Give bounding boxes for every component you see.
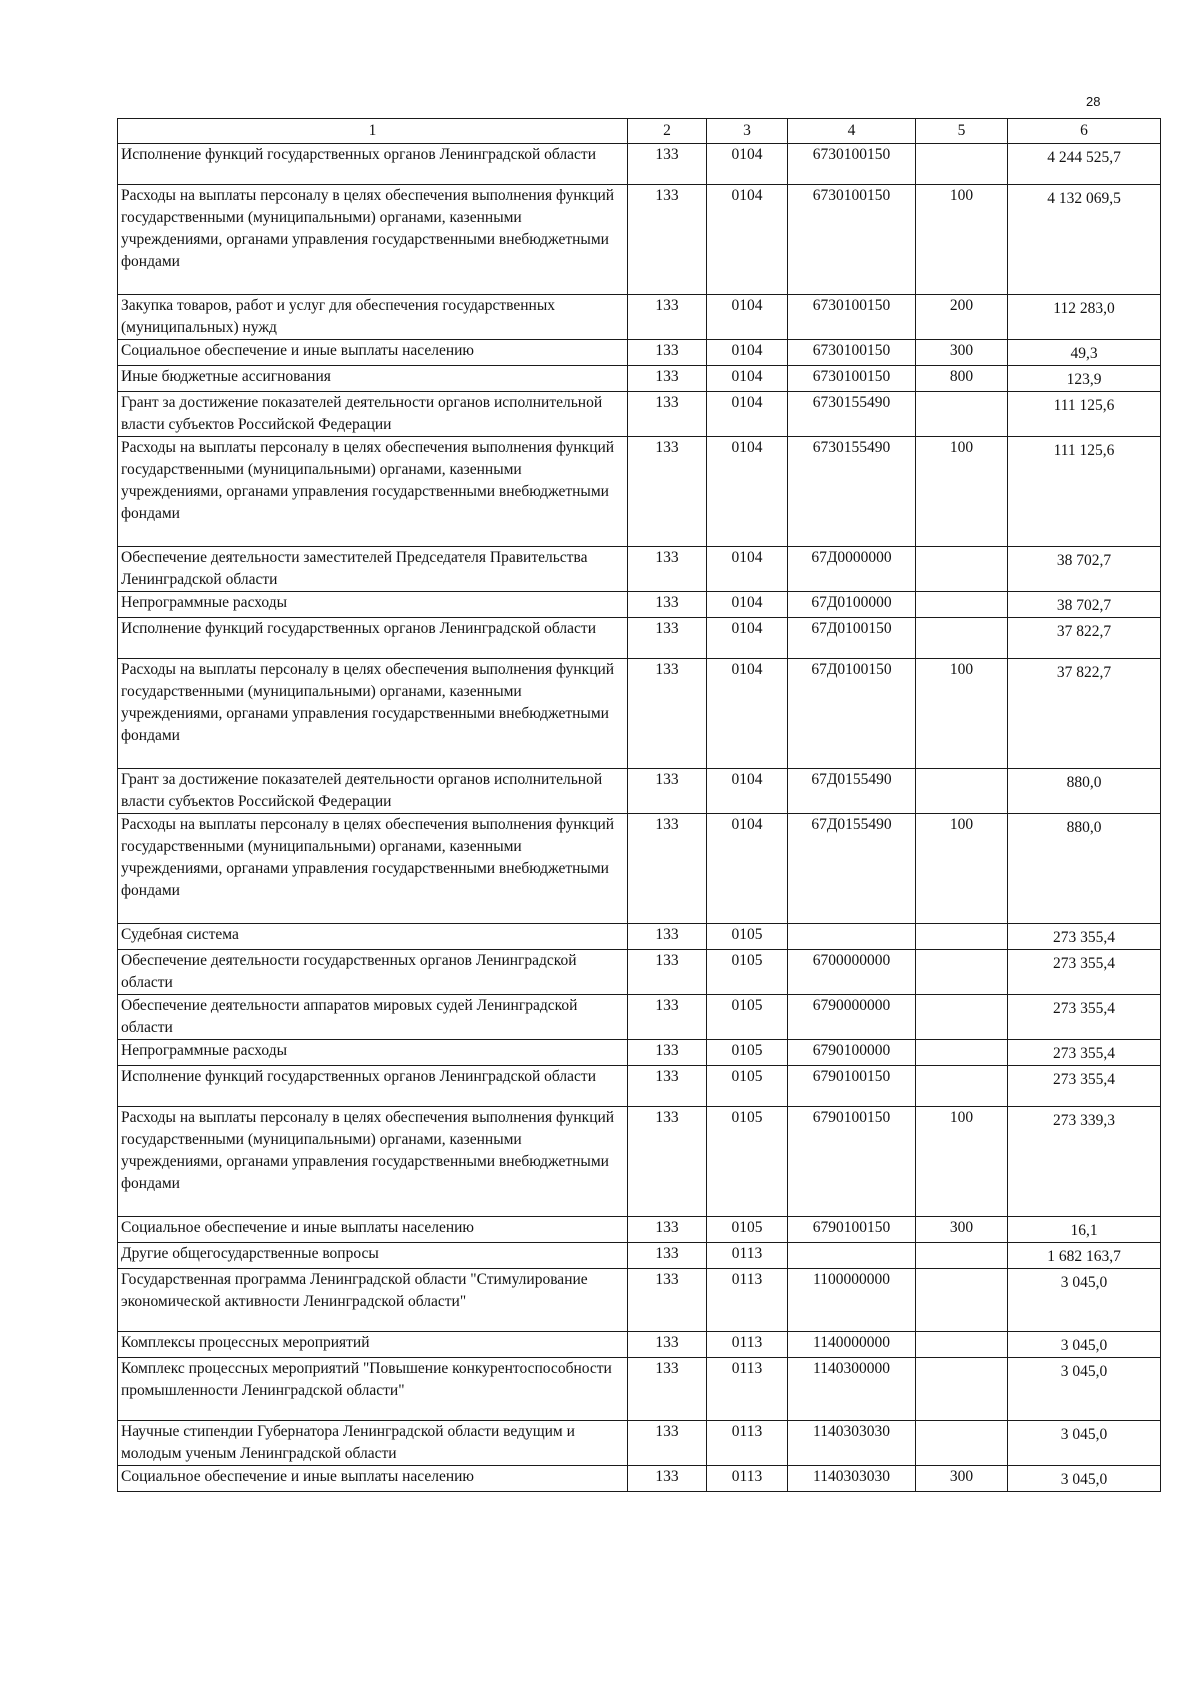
cell-col-4: 67Д0000000: [788, 547, 916, 592]
cell-amount: 37 822,7: [1008, 618, 1161, 659]
table-row: [118, 295, 1161, 340]
cell-amount: 880,0: [1008, 814, 1161, 924]
table-row: [118, 814, 1161, 924]
table-row: [118, 547, 1161, 592]
page-number: 28: [1086, 94, 1101, 109]
cell-col-2: 133: [628, 1421, 707, 1466]
row-description: Исполнение функций государственных органов Ленинградской области: [118, 1066, 628, 1107]
cell-amount: 3 045,0: [1008, 1421, 1161, 1466]
cell-amount: 273 339,3: [1008, 1107, 1161, 1217]
cell-col-4: 67Д0100150: [788, 659, 916, 769]
cell-col-3: 0105: [707, 1040, 788, 1066]
cell-col-5: [916, 1358, 1008, 1421]
cell-col-4: 6790100150: [788, 1107, 916, 1217]
cell-col-5: 100: [916, 437, 1008, 547]
cell-col-3: 0113: [707, 1421, 788, 1466]
cell-amount: 273 355,4: [1008, 950, 1161, 995]
cell-col-4: 67Д0100000: [788, 592, 916, 618]
cell-col-3: 0105: [707, 1066, 788, 1107]
cell-col-2: 133: [628, 659, 707, 769]
cell-col-5: [916, 950, 1008, 995]
row-description: Закупка товаров, работ и услуг для обеспечения государственных (муниципальных) нужд: [118, 295, 628, 340]
column-header: 6: [1008, 119, 1161, 144]
table-row: [118, 1243, 1161, 1269]
table-row: [118, 340, 1161, 366]
cell-amount: 273 355,4: [1008, 995, 1161, 1040]
cell-col-5: [916, 995, 1008, 1040]
table-row: [118, 1269, 1161, 1332]
cell-col-4: [788, 1243, 916, 1269]
cell-col-4: 6790100150: [788, 1066, 916, 1107]
table-row: [118, 950, 1161, 995]
row-description: Грант за достижение показателей деятельности органов исполнительной власти субъектов Российской Федерации: [118, 769, 628, 814]
cell-amount: 4 132 069,5: [1008, 185, 1161, 295]
cell-col-2: 133: [628, 1243, 707, 1269]
cell-col-2: 133: [628, 1466, 707, 1492]
cell-col-2: 133: [628, 618, 707, 659]
cell-col-3: 0104: [707, 185, 788, 295]
row-description: Социальное обеспечение и иные выплаты населению: [118, 340, 628, 366]
cell-col-4: 6790000000: [788, 995, 916, 1040]
cell-amount: 123,9: [1008, 366, 1161, 392]
table-header-row: [118, 119, 1161, 144]
cell-col-5: 300: [916, 1466, 1008, 1492]
cell-amount: 38 702,7: [1008, 592, 1161, 618]
cell-col-4: 1140300000: [788, 1358, 916, 1421]
cell-col-5: [916, 769, 1008, 814]
cell-col-3: 0104: [707, 392, 788, 437]
row-description: Грант за достижение показателей деятельности органов исполнительной власти субъектов Российской Федерации: [118, 392, 628, 437]
column-header: 4: [788, 119, 916, 144]
cell-col-3: 0104: [707, 144, 788, 185]
cell-col-2: 133: [628, 814, 707, 924]
cell-col-4: 6730155490: [788, 437, 916, 547]
cell-amount: 880,0: [1008, 769, 1161, 814]
cell-col-2: 133: [628, 1217, 707, 1243]
cell-col-2: 133: [628, 950, 707, 995]
cell-col-4: 6700000000: [788, 950, 916, 995]
cell-col-3: 0104: [707, 547, 788, 592]
table-row: [118, 592, 1161, 618]
row-description: Комплексы процессных мероприятий: [118, 1332, 628, 1358]
row-description: Обеспечение деятельности заместителей Председателя Правительства Ленинградской области: [118, 547, 628, 592]
row-description: Государственная программа Ленинградской области "Стимулирование экономической активности Ленинградской области": [118, 1269, 628, 1332]
table-row: [118, 618, 1161, 659]
cell-col-2: 133: [628, 1358, 707, 1421]
cell-col-5: [916, 924, 1008, 950]
row-description: Другие общегосударственные вопросы: [118, 1243, 628, 1269]
cell-amount: 3 045,0: [1008, 1332, 1161, 1358]
cell-col-4: 1140000000: [788, 1332, 916, 1358]
cell-col-5: [916, 1421, 1008, 1466]
cell-col-4: 6730100150: [788, 295, 916, 340]
cell-col-5: 200: [916, 295, 1008, 340]
row-description: Научные стипендии Губернатора Ленинградской области ведущим и молодым ученым Ленинградской области: [118, 1421, 628, 1466]
table-row: [118, 1421, 1161, 1466]
cell-col-4: 6790100150: [788, 1217, 916, 1243]
row-description: Расходы на выплаты персоналу в целях обеспечения выполнения функций государственными (муниципальными) органами, казенными учреждениями, органами управления государственными внебюджетными фондами: [118, 1107, 628, 1217]
row-description: Расходы на выплаты персоналу в целях обеспечения выполнения функций государственными (муниципальными) органами, казенными учреждениями, органами управления государственными внебюджетными фондами: [118, 185, 628, 295]
cell-col-4: 6730100150: [788, 340, 916, 366]
cell-amount: 38 702,7: [1008, 547, 1161, 592]
cell-col-5: [916, 1243, 1008, 1269]
table-row: [118, 1332, 1161, 1358]
cell-col-5: 300: [916, 1217, 1008, 1243]
table-row: [118, 437, 1161, 547]
cell-col-4: 6730100150: [788, 366, 916, 392]
cell-amount: 273 355,4: [1008, 1066, 1161, 1107]
cell-col-2: 133: [628, 547, 707, 592]
cell-col-5: 100: [916, 659, 1008, 769]
cell-col-4: 6730155490: [788, 392, 916, 437]
cell-col-4: [788, 924, 916, 950]
table-row: [118, 144, 1161, 185]
cell-col-2: 133: [628, 340, 707, 366]
cell-amount: 273 355,4: [1008, 924, 1161, 950]
row-description: Непрограммные расходы: [118, 592, 628, 618]
cell-amount: 111 125,6: [1008, 392, 1161, 437]
cell-col-5: [916, 1066, 1008, 1107]
cell-amount: 112 283,0: [1008, 295, 1161, 340]
cell-col-2: 133: [628, 1066, 707, 1107]
cell-col-2: 133: [628, 769, 707, 814]
cell-amount: 49,3: [1008, 340, 1161, 366]
cell-col-3: 0113: [707, 1358, 788, 1421]
cell-col-2: 133: [628, 366, 707, 392]
row-description: Расходы на выплаты персоналу в целях обеспечения выполнения функций государственными (муниципальными) органами, казенными учреждениями, органами управления государственными внебюджетными фондами: [118, 814, 628, 924]
table-row: [118, 995, 1161, 1040]
cell-col-5: [916, 1332, 1008, 1358]
row-description: Социальное обеспечение и иные выплаты населению: [118, 1466, 628, 1492]
row-description: Исполнение функций государственных органов Ленинградской области: [118, 144, 628, 185]
row-description: Непрограммные расходы: [118, 1040, 628, 1066]
cell-col-3: 0113: [707, 1466, 788, 1492]
cell-col-2: 133: [628, 185, 707, 295]
table-row: [118, 1040, 1161, 1066]
cell-amount: 1 682 163,7: [1008, 1243, 1161, 1269]
column-header: 5: [916, 119, 1008, 144]
cell-col-2: 133: [628, 1269, 707, 1332]
table-row: [118, 1217, 1161, 1243]
cell-col-3: 0104: [707, 437, 788, 547]
row-description: Комплекс процессных мероприятий "Повышение конкурентоспособности промышленности Ленинградской области": [118, 1358, 628, 1421]
cell-col-4: 6730100150: [788, 185, 916, 295]
cell-col-3: 0104: [707, 295, 788, 340]
cell-col-2: 133: [628, 144, 707, 185]
cell-col-2: 133: [628, 1040, 707, 1066]
cell-col-4: 1140303030: [788, 1466, 916, 1492]
cell-col-3: 0113: [707, 1332, 788, 1358]
row-description: Иные бюджетные ассигнования: [118, 366, 628, 392]
cell-col-4: 67Д0155490: [788, 814, 916, 924]
cell-col-5: 100: [916, 185, 1008, 295]
table-row: [118, 185, 1161, 295]
cell-col-3: 0104: [707, 618, 788, 659]
cell-col-5: [916, 592, 1008, 618]
cell-col-3: 0104: [707, 366, 788, 392]
table-row: [118, 924, 1161, 950]
row-description: Обеспечение деятельности аппаратов мировых судей Ленинградской области: [118, 995, 628, 1040]
table-row: [118, 366, 1161, 392]
cell-col-2: 133: [628, 995, 707, 1040]
row-description: Обеспечение деятельности государственных органов Ленинградской области: [118, 950, 628, 995]
cell-col-3: 0105: [707, 995, 788, 1040]
cell-col-2: 133: [628, 1332, 707, 1358]
table-row: [118, 659, 1161, 769]
cell-col-2: 133: [628, 392, 707, 437]
row-description: Социальное обеспечение и иные выплаты населению: [118, 1217, 628, 1243]
cell-amount: 3 045,0: [1008, 1358, 1161, 1421]
cell-col-5: [916, 618, 1008, 659]
cell-col-2: 133: [628, 924, 707, 950]
cell-col-5: 100: [916, 814, 1008, 924]
cell-col-5: [916, 1269, 1008, 1332]
cell-col-2: 133: [628, 1107, 707, 1217]
table-row: [118, 769, 1161, 814]
table-row: [118, 1066, 1161, 1107]
table-body: [118, 144, 1161, 1492]
row-description: Расходы на выплаты персоналу в целях обеспечения выполнения функций государственными (муниципальными) органами, казенными учреждениями, органами управления государственными внебюджетными фондами: [118, 437, 628, 547]
budget-table: [117, 118, 1161, 1492]
cell-col-3: 0104: [707, 340, 788, 366]
table-row: [118, 1466, 1161, 1492]
cell-col-3: 0104: [707, 659, 788, 769]
cell-amount: 3 045,0: [1008, 1269, 1161, 1332]
cell-col-5: 800: [916, 366, 1008, 392]
cell-col-4: 6730100150: [788, 144, 916, 185]
cell-col-3: 0105: [707, 950, 788, 995]
row-description: Исполнение функций государственных органов Ленинградской области: [118, 618, 628, 659]
cell-col-3: 0113: [707, 1269, 788, 1332]
row-description: Расходы на выплаты персоналу в целях обеспечения выполнения функций государственными (муниципальными) органами, казенными учреждениями, органами управления государственными внебюджетными фондами: [118, 659, 628, 769]
cell-col-3: 0105: [707, 1217, 788, 1243]
cell-amount: 273 355,4: [1008, 1040, 1161, 1066]
cell-col-4: 1100000000: [788, 1269, 916, 1332]
cell-col-5: [916, 1040, 1008, 1066]
cell-amount: 3 045,0: [1008, 1466, 1161, 1492]
cell-col-4: 67Д0155490: [788, 769, 916, 814]
cell-amount: 4 244 525,7: [1008, 144, 1161, 185]
cell-col-3: 0104: [707, 769, 788, 814]
cell-col-3: 0104: [707, 592, 788, 618]
cell-amount: 37 822,7: [1008, 659, 1161, 769]
cell-col-3: 0105: [707, 1107, 788, 1217]
cell-col-5: 300: [916, 340, 1008, 366]
column-header: 1: [118, 119, 628, 144]
cell-col-3: 0113: [707, 1243, 788, 1269]
cell-col-5: [916, 144, 1008, 185]
column-header: 3: [707, 119, 788, 144]
table-row: [118, 1107, 1161, 1217]
cell-col-4: 67Д0100150: [788, 618, 916, 659]
cell-col-4: 1140303030: [788, 1421, 916, 1466]
row-description: Судебная система: [118, 924, 628, 950]
cell-col-2: 133: [628, 437, 707, 547]
column-header: 2: [628, 119, 707, 144]
table-row: [118, 1358, 1161, 1421]
table-row: [118, 392, 1161, 437]
cell-col-5: [916, 547, 1008, 592]
cell-col-4: 6790100000: [788, 1040, 916, 1066]
cell-amount: 16,1: [1008, 1217, 1161, 1243]
cell-col-2: 133: [628, 592, 707, 618]
cell-col-3: 0105: [707, 924, 788, 950]
cell-col-5: 100: [916, 1107, 1008, 1217]
cell-col-3: 0104: [707, 814, 788, 924]
cell-col-2: 133: [628, 295, 707, 340]
cell-col-5: [916, 392, 1008, 437]
cell-amount: 111 125,6: [1008, 437, 1161, 547]
